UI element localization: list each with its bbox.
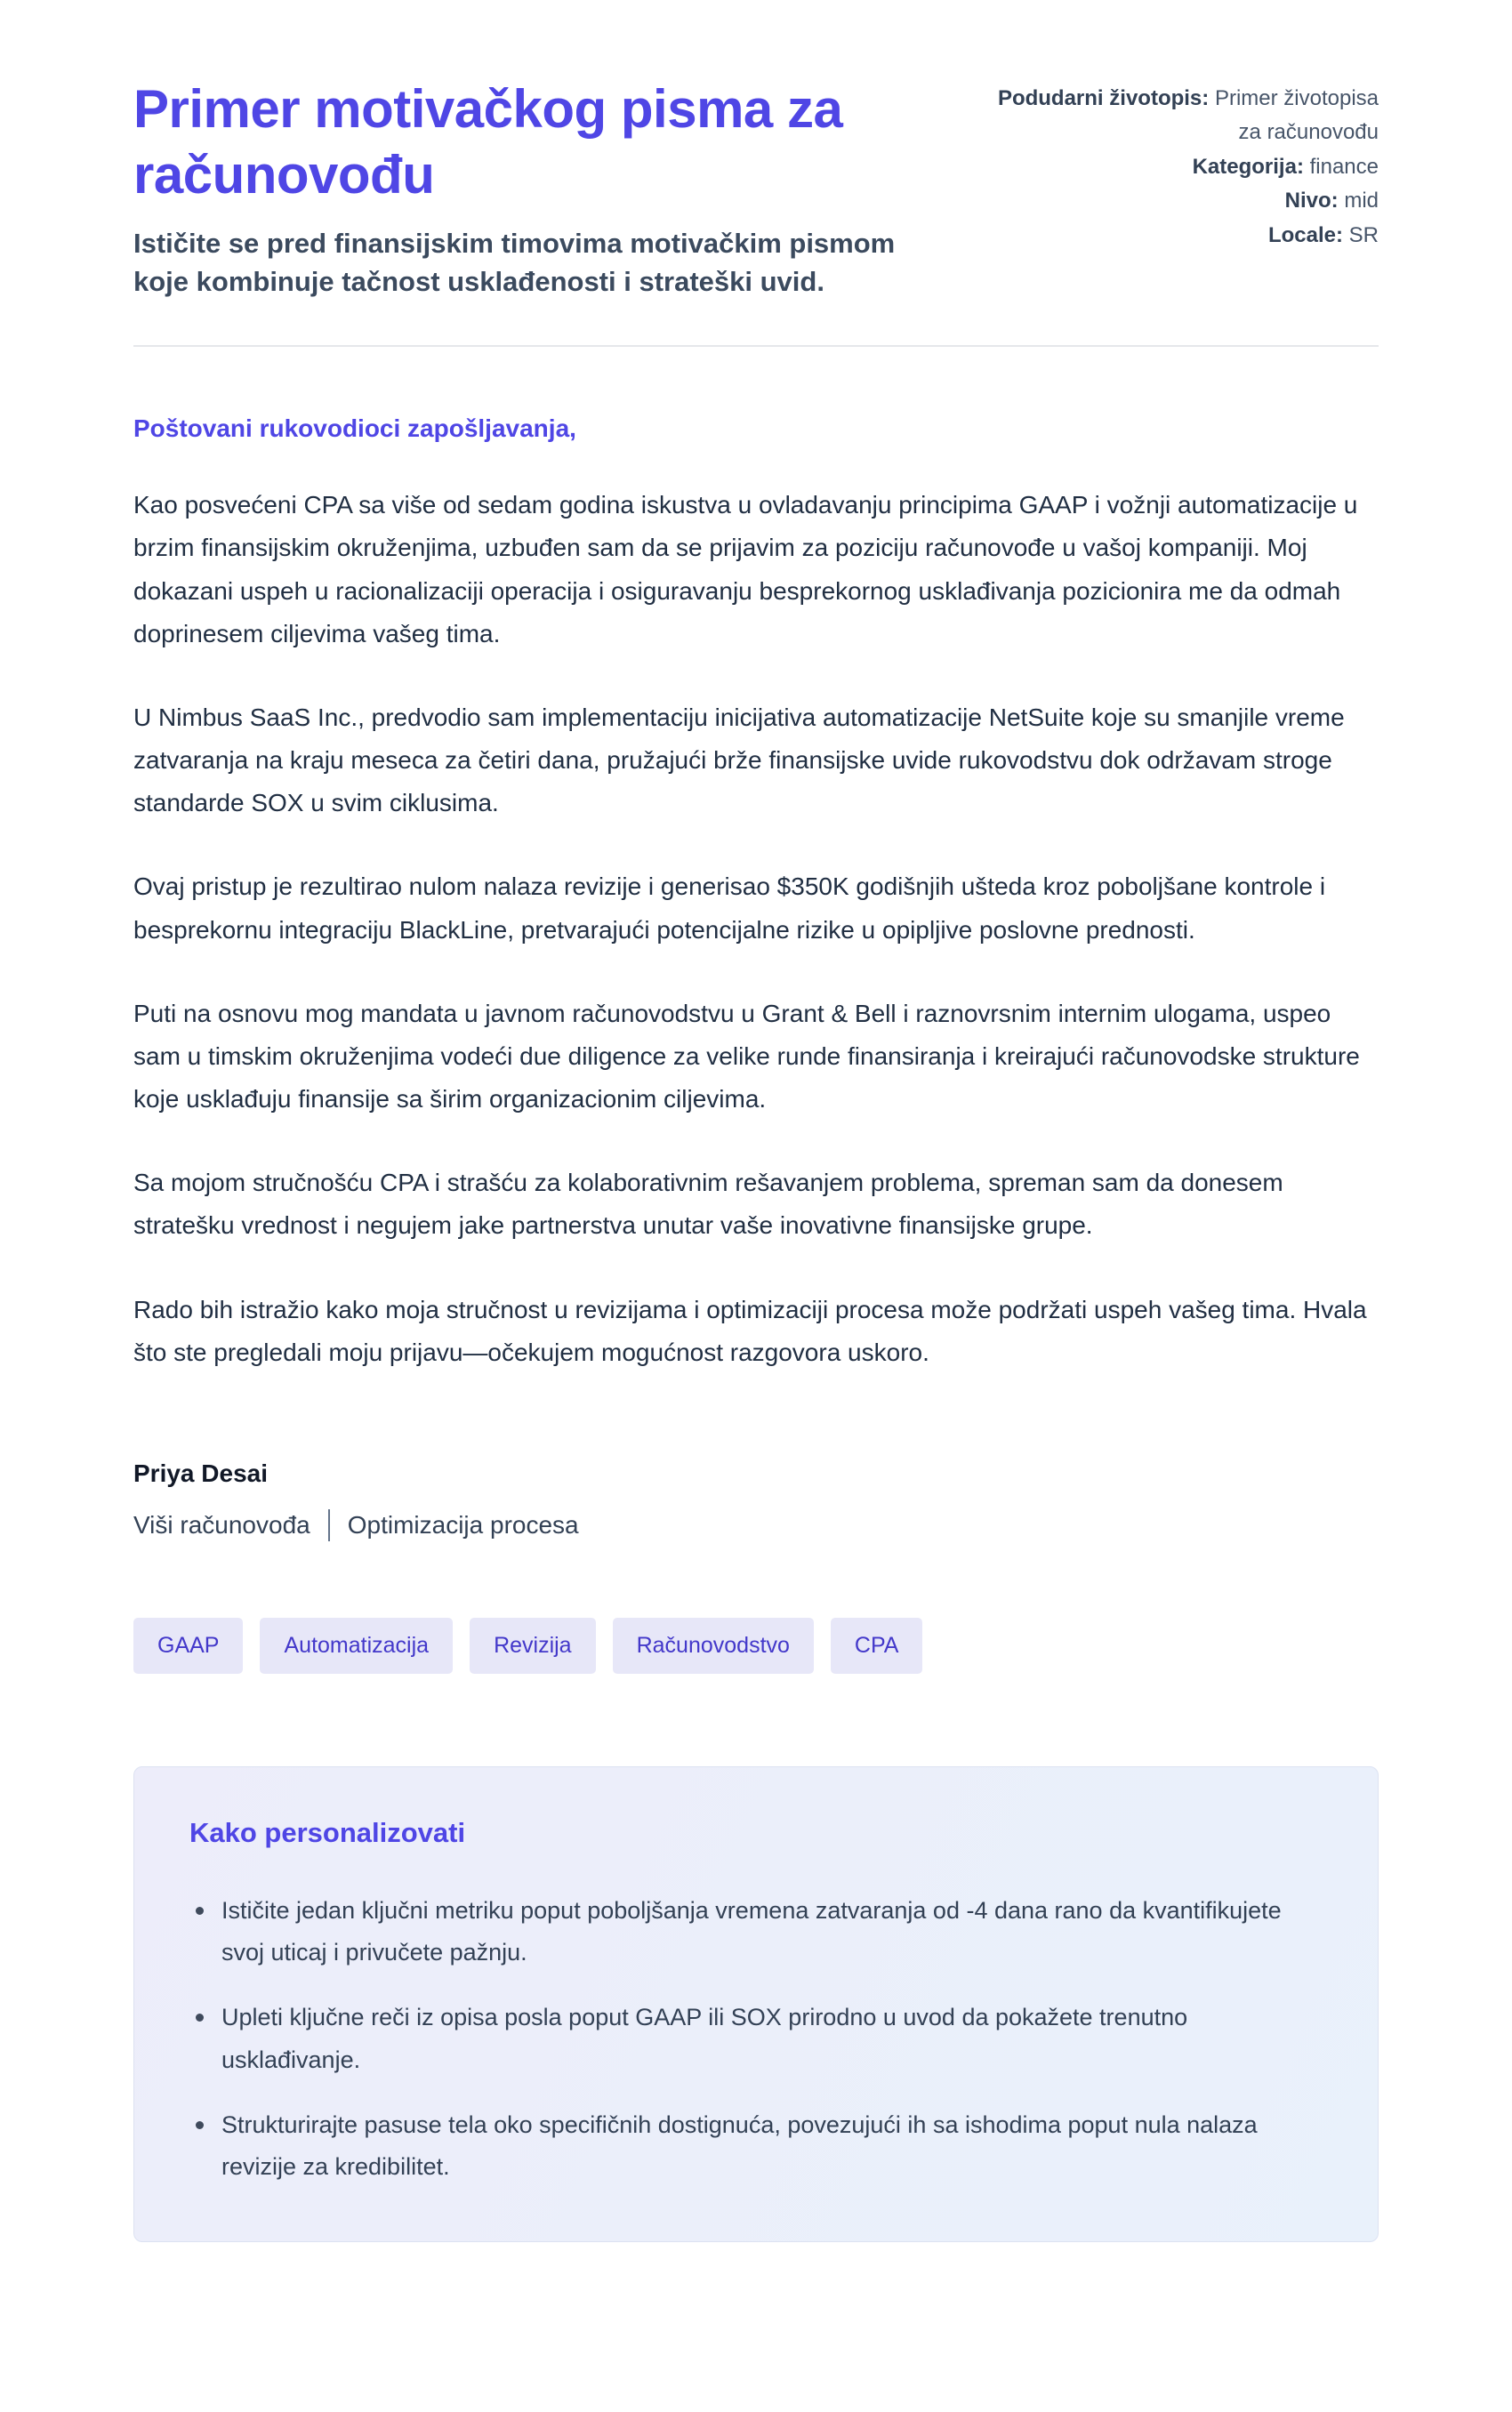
meta-value: Primer životopisa za računovođu [1214, 86, 1379, 145]
letter-greeting: Poštovani rukovodioci zapošljavanja, [133, 414, 576, 443]
meta-label: Locale: [1267, 222, 1343, 247]
signature-name: Priya Desai [133, 1459, 268, 1487]
signature-role-separator [328, 1509, 330, 1541]
letter-paragraph: Rado bih istražio kako moja stručnost u revizijama i optimizaciji procesa može podržati uspeh vašeg tima. Hvala što ste pregledali moju prijavu—očekujem mogućnost razgovora uskoro. [133, 1295, 1367, 1366]
header-title-block [133, 76, 945, 301]
meta-row-level [987, 184, 1379, 218]
header-divider [133, 345, 1379, 347]
callout-tip: Strukturirajte pasuse tela oko specifičnih dostignuća, povezujući ih sa ishodima poput nula nalaza revizije za kredibilitet. [189, 2104, 1328, 2189]
meta-row-matching-resume [987, 82, 1379, 150]
tag-badge: Revizija [470, 1618, 596, 1674]
signature-role [133, 1509, 1379, 1541]
letter-body [133, 414, 1379, 1674]
callout-title: Kako personalizovati [189, 1816, 466, 1848]
letter-paragraph: Sa mojom stručnošću CPA i strašću za kolaborativnim rešavanjem problema, spreman sam da donesem stratešku vrednost i negujem jake partnerstva unutar vaše inovativne finansijske grupe. [133, 1169, 1283, 1240]
callout-tips-list [189, 1890, 1328, 2189]
callout-tip: Upleti ključne reči iz opisa posla poput GAAP ili SOX prirodno u uvod da pokažete trenutno usklađivanje. [189, 1997, 1328, 2081]
signature-role-secondary: Optimizacija procesa [347, 1510, 579, 1539]
page-subtitle: Ističite se pred finansijskim timovima motivačkim pismom koje kombinuje tačnost usklađenosti i strateški uvid. [133, 227, 896, 297]
tag-badge: Automatizacija [260, 1618, 453, 1674]
tag-badge: Računovodstvo [613, 1618, 814, 1674]
meta-panel [987, 76, 1379, 253]
letter-paragraph: Puti na osnovu mog mandata u javnom računovodstvu u Grant & Bell i raznovrsnim internim ulogama, uspeo sam u timskim okruženjima vodeći due diligence za velike runde finansiranja i kreirajući računovodske strukture koje usklađuju finansije sa širim organizacionim ciljevima. [133, 999, 1360, 1114]
page-title: Primer motivačkog pisma za računovođu [133, 79, 843, 205]
tag-badge: CPA [831, 1618, 923, 1674]
meta-label: Kategorija: [1192, 154, 1304, 179]
meta-value: mid [1344, 189, 1379, 213]
personalization-callout [133, 1766, 1379, 2243]
meta-label: Podudarni životopis: [997, 86, 1210, 110]
meta-row-category [987, 150, 1379, 184]
tag-badge: GAAP [133, 1618, 243, 1674]
letter-paragraph: U Nimbus SaaS Inc., predvodio sam implementaciju inicijativa automatizacije NetSuite koje su smanjile vreme zatvaranja na kraju meseca za četiri dana, pružajući brže finansijske uvide rukovodstvu dok održavam stroge standarde SOX u svim ciklusima. [133, 703, 1345, 817]
meta-label: Nivo: [1284, 189, 1339, 213]
letter-paragraph: Kao posvećeni CPA sa više od sedam godina iskustva u ovladavanju principima GAAP i vožnji automatizacije u brzim finansijskim okruženjima, uzbuđen sam da se prijavim za poziciju računovođe u vašoj kompaniji. Moj dokazani uspeh u racionalizaciji operacija i osiguravanju besprekornog usklađivanja pozicionira me da odmah doprinesem ciljevima vašeg tima. [133, 491, 1358, 647]
meta-value: SR [1348, 222, 1379, 247]
meta-value: finance [1309, 154, 1379, 179]
callout-tip: Ističite jedan ključni metriku poput poboljšanja vremena zatvaranja od -4 dana rano da kvantifikujete svoj uticaj i privučete pažnju. [189, 1890, 1328, 1974]
tag-list [133, 1618, 1379, 1674]
signature-role-primary: Viši računovođa [133, 1510, 310, 1539]
page-header [133, 76, 1379, 301]
meta-row-locale [987, 219, 1379, 253]
letter-paragraph: Ovaj pristup je rezultirao nulom nalaza revizije i generisao $350K godišnjih ušteda kroz poboljšane kontrole i besprekornu integraciju BlackLine, pretvarajući potencijalne rizike u opipljive poslovne prednosti. [133, 872, 1326, 944]
